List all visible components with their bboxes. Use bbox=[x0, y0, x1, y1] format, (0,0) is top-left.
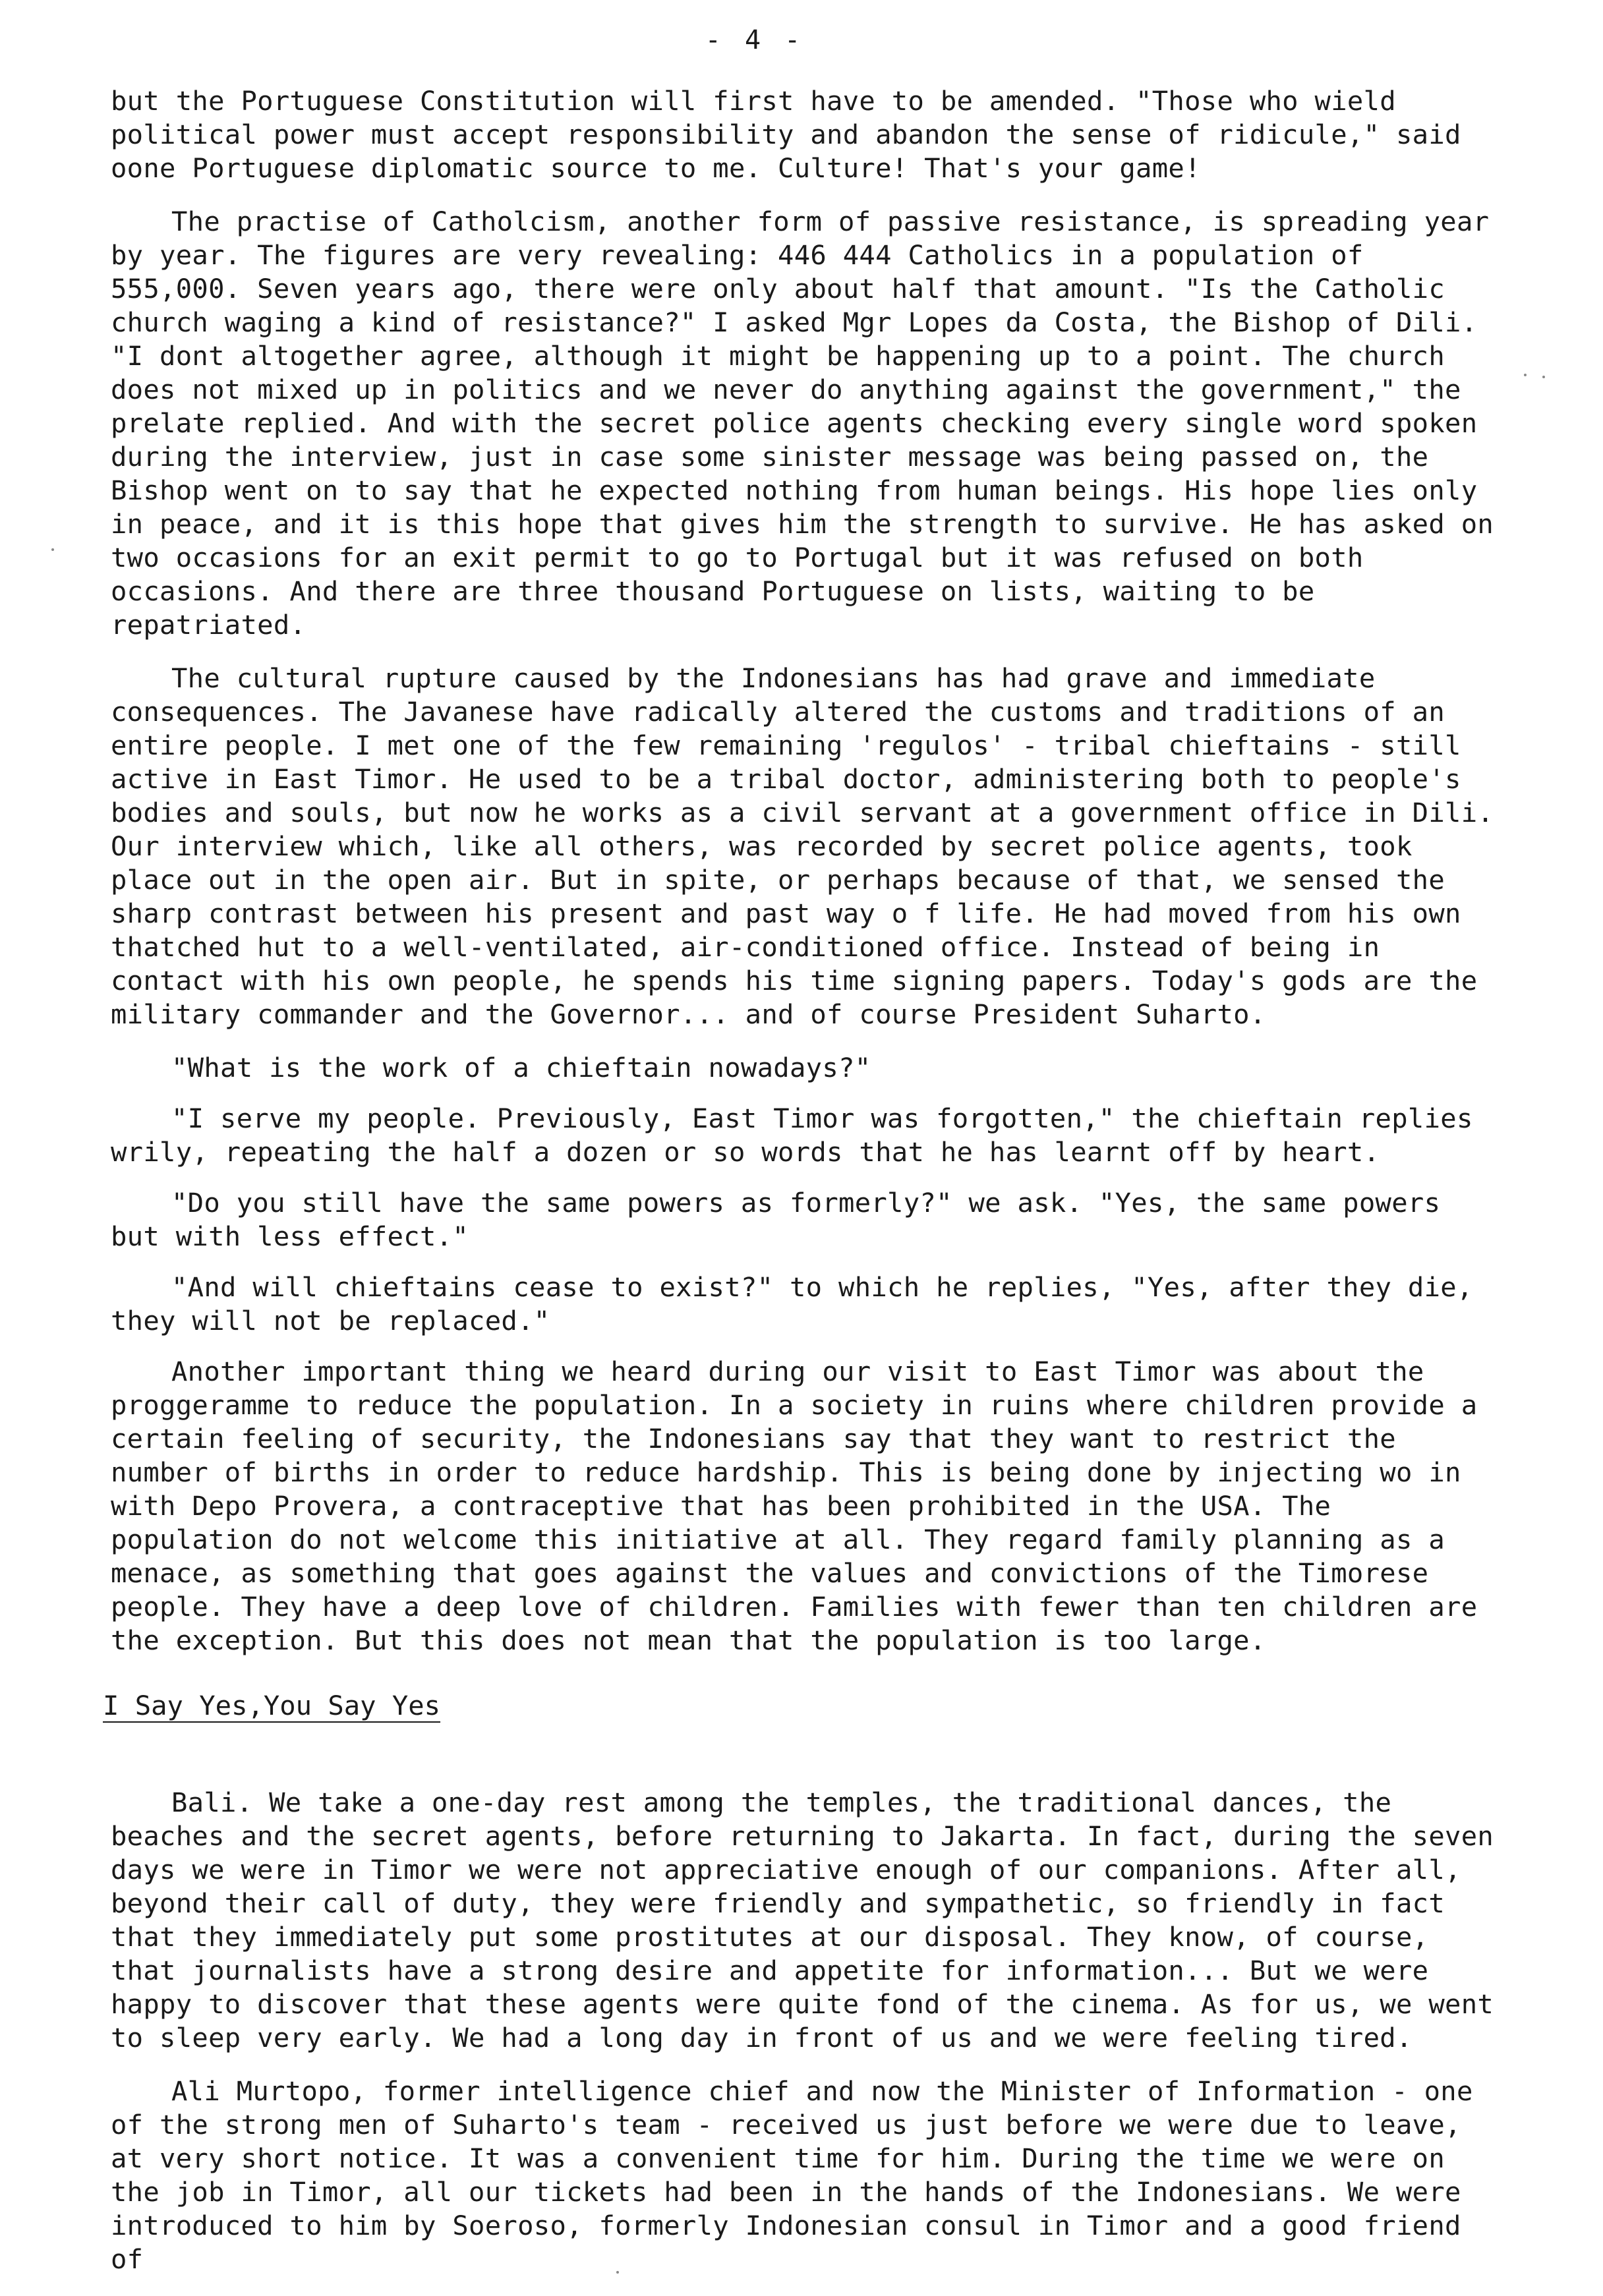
paragraph-9: Bali. We take a one-day rest among the temples, the traditional dances, the beaches and the secret agents, before returning to Jakarta. In fact, during the seven days we were in Timor we were not appreciative enough of our companions. After all, beyond their call of duty, they were friendly and sympathetic, so friendly in fact that they immediately put some prostitutes at our disposal. They know, of course, that journalists have a strong desire and appetite for information... But we were happy to discover that these agents were quite fond of the cinema. As for us, we went to sleep very early. We had a long day in front of us and we were feeling tired. bbox=[111, 1787, 1494, 2053]
paragraph-3: The cultural rupture caused by the Indonesians has had grave and immediate consequences. The Javanese have radically altered the customs and traditions of an entire people. I met one of the few remaining 'regulos' - tribal chieftains - still active in East Timor. He used to be a tribal doctor, administering both to people's bodies and souls, but now he works as a civil servant at a government office in Dili. Our interview which, like all others, was recorded by secret police agents, took place out in the open air. But in spite, or perhaps because of that, we sensed the sharp contrast between his present and past way o f life. He had moved from his own thatched hut to a well-ventilated, air-conditioned office. Instead of being in contact with his own people, he spends his time signing papers. Today's gods are the military commander and the Governor... and of course President Suharto. bbox=[111, 662, 1494, 1030]
scan-speck bbox=[1524, 374, 1527, 376]
paragraph-6: "Do you still have the same powers as formerly?" we ask. "Yes, the same powers but with less effect." bbox=[111, 1187, 1441, 1252]
paragraph-7: "And will chieftains cease to exist?" to which he replies, "Yes, after they die, they will not be replaced." bbox=[111, 1271, 1473, 1336]
paragraph-2: The practise of Catholcism, another form of passive resistance, is spreading year by year. The figures are very revealing: 446 444 Catholics in a population of 555,000. Seven years ago, there were only about half that amount. "Is the Catholic church waging a kind of resistance?" I asked Mgr Lopes da Costa, the Bishop of Dili. "I dont altogether agree, although it might be happening up to a point. The church does not mixed up in politics and we never do anything against the government," the prelate replied. And with the secret police agents checking every single word spoken during the interview, just in case some sinister message was being passed on, the Bishop went on to say that he expected nothing from human beings. His hope lies only in peace, and it is this hope that gives him the strength to survive. He has asked on two occasions for an exit permit to go to Portugal but it was refused on both occasions. And there are three thousand Portuguese on lists, waiting to be repatriated. bbox=[111, 206, 1494, 641]
section-heading: I Say Yes,You Say Yes bbox=[103, 1690, 441, 1721]
page-number: - 4 - bbox=[705, 25, 805, 55]
paragraph-5: "I serve my people. Previously, East Timor was forgotten," the chieftain replies wrily, repeating the half a dozen or so words that he has learnt off by heart. bbox=[111, 1103, 1473, 1168]
paragraph-10: Ali Murtopo, former intelligence chief and now the Minister of Information - one of the strong men of Suharto's team - received us just before we were due to leave, at very short notice. It was a convenient time for him. During the time we were on the job in Timor, all our tickets had been in the hands of the Indonesians. We were introduced to him by Soeroso, formerly Indonesian consul in Timor and a good friend of bbox=[111, 2075, 1473, 2275]
scan-speck bbox=[616, 2271, 619, 2274]
scan-speck bbox=[51, 548, 54, 551]
scan-speck bbox=[1542, 376, 1545, 378]
paragraph-1: but the Portuguese Constitution will first have to be amended. "Those who wield political power must accept responsibility and abandon the sense of ridicule," said oone Portuguese diplomatic source to me. Culture! That's your game! bbox=[111, 85, 1461, 184]
paragraph-8: Another important thing we heard during our visit to East Timor was about the proggeramme to reduce the population. In a society in ruins where children provide a certain feeling of security, the Indonesians say that they want to restrict the number of births in order to reduce hardship. This is being done by injecting wo in with Depo Provera, a contraceptive that has been prohibited in the USA. The population do not welcome this initiative at all. They regard family planning as a menace, as something that goes against the values and convictions of the Timorese people. They have a deep love of children. Families with fewer than ten children are the exception. But this does not mean that the population is too large. bbox=[111, 1356, 1478, 1656]
document-body bbox=[103, 84, 1501, 2296]
paragraph-4: "What is the work of a chieftain nowadays?" bbox=[171, 1052, 871, 1083]
